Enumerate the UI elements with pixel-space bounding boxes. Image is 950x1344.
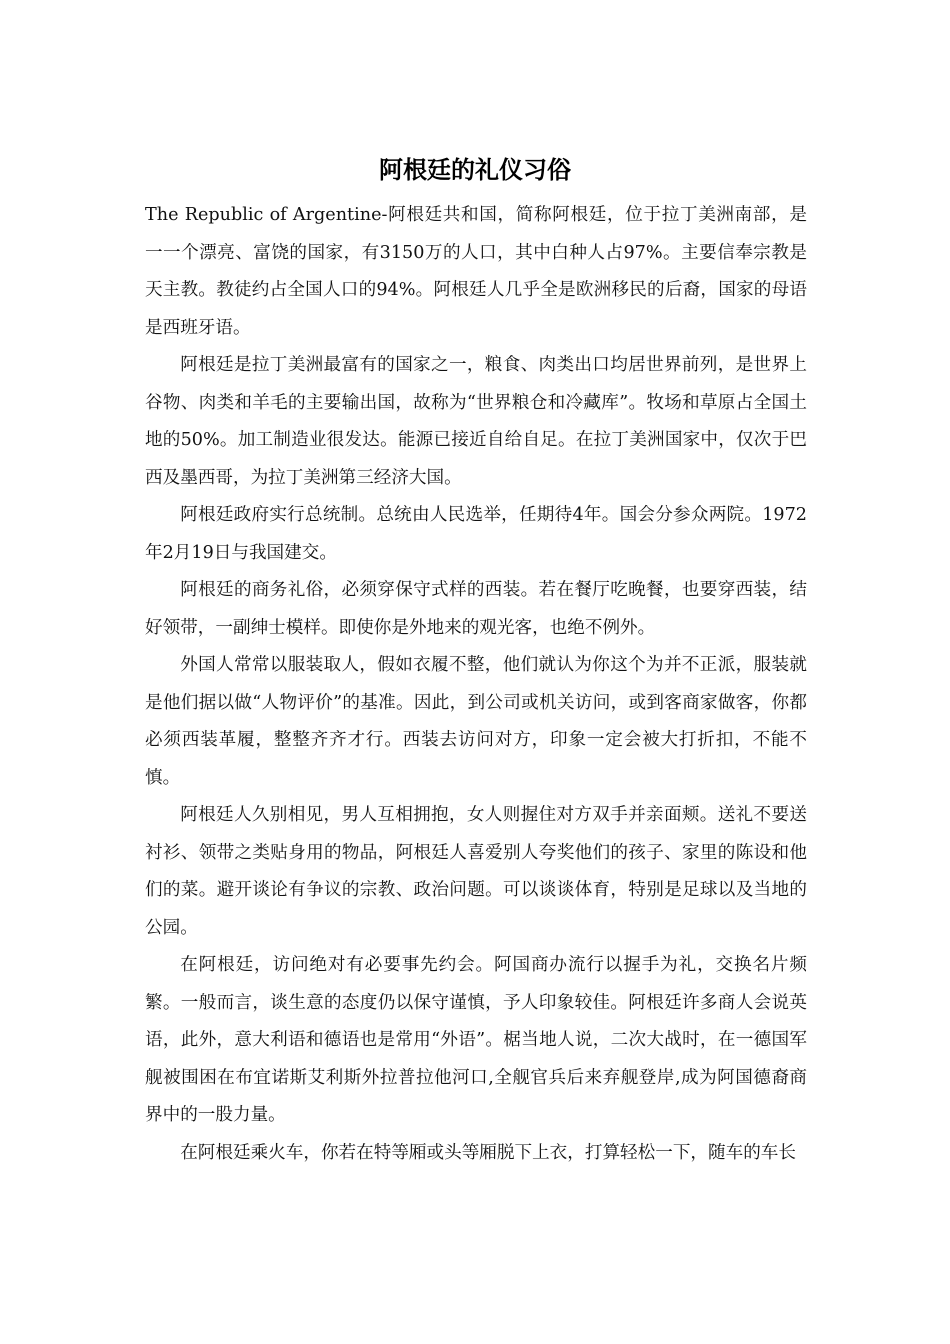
paragraph-economy: 阿根廷是拉丁美洲最富有的国家之一，粮食、肉类出口均居世界前列，是世界上谷物、肉类和羊毛的主要输出国，故称为“世界粮仓和冷藏库”。牧场和草原占全国土地的50%。加工制造业很发达。能源已接近自给自足。在拉丁美洲国家中，仅次于巴西及墨西哥，为拉丁美洲第三经济大国。	[145, 355, 807, 488]
document-body	[145, 197, 807, 1172]
paragraph-appearance: 外国人常常以服装取人，假如衣履不整，他们就认为你这个为并不正派，服装就是他们据以做“人物评价”的基准。因此，到公司或机关访问，或到客商家做客，你都必须西装革履，整整齐齐才行。西装去访问对方，印象一定会被大打折扣，不能不慎。	[145, 655, 807, 788]
paragraph-business-attire: 阿根廷的商务礼俗，必须穿保守式样的西装。若在餐厅吃晚餐，也要穿西装，结好领带，一副绅士模样。即使你是外地来的观光客，也绝不例外。	[145, 580, 807, 638]
paragraph-greetings-gifts: 阿根廷人久别相见，男人互相拥抱，女人则握住对方双手并亲面颊。送礼不要送衬衫、领带之类贴身用的物品，阿根廷人喜爱别人夸奖他们的孩子、家里的陈设和他们的菜。避开谈论有争议的宗教、政治问题。可以谈谈体育，特别是足球以及当地的公园。	[145, 805, 807, 938]
paragraph-appointments: 在阿根廷，访问绝对有必要事先约会。阿国商办流行以握手为礼，交换名片频繁。一般而言，谈生意的态度仍以保守谨慎，予人印象较佳。阿根廷许多商人会说英语，此外，意大利语和德语也是常用“外语”。椐当地人说，二次大战时，在一德国军舰被围困在布宜诺斯艾利斯外拉普拉他河口,全舰官兵后来弃舰登岸,成为阿国德裔商界中的一股力量。	[145, 955, 807, 1125]
document-title: 阿根廷的礼仪习俗	[379, 156, 571, 184]
paragraph-intro: The Republic of Argentine-阿根廷共和国，简称阿根廷，位于拉丁美洲南部，是一一个漂亮、富饶的国家，有3150万的人口，其中白种人占97%。主要信奉宗教是天主教。教徒约占全国人口的94%。阿根廷人几乎全是欧洲移民的后裔，国家的母语是西班牙语。	[145, 205, 807, 338]
paragraph-government: 阿根廷政府实行总统制。总统由人民选举，任期待4年。国会分参众两院。1972年2月19日与我国建交。	[145, 505, 807, 563]
paragraph-train: 在阿根廷乘火车，你若在特等厢或头等厢脱下上衣，打算轻松一下，随车的车长	[180, 1142, 796, 1163]
